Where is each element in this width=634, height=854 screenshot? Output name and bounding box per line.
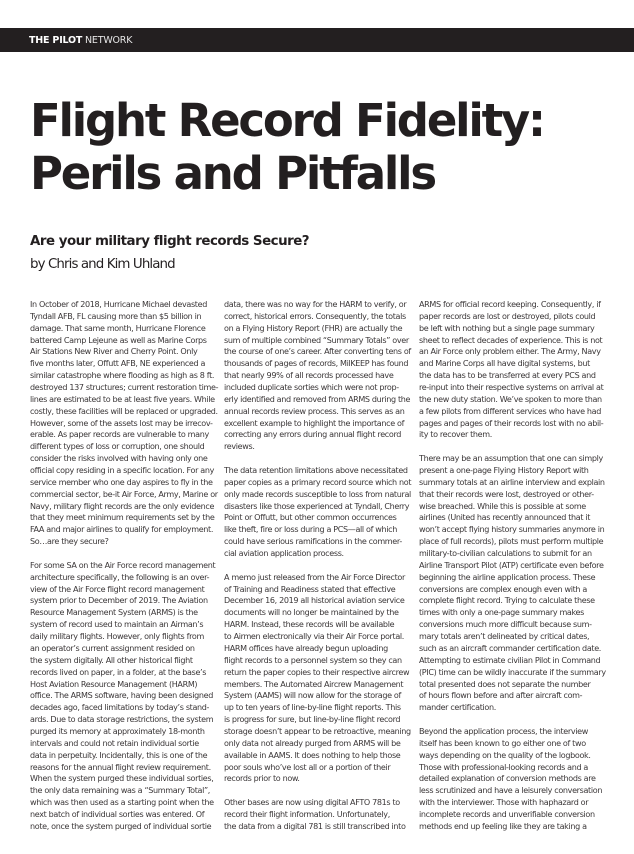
text-line: beginning the airline application process. These — [419, 572, 596, 582]
text-line: only made records susceptible to loss from natural — [224, 489, 411, 499]
text-line: data, there was no way for the HARM to verify, or — [224, 300, 407, 309]
paragraph-break — [224, 453, 414, 465]
text-line: members. The Automated Aircrew Management — [224, 679, 404, 689]
text-line: like theft, fire or loss during a PCS—all of which — [224, 525, 397, 535]
text-line: present a one-page Flying History Report with — [419, 466, 589, 476]
text-line: service member who one day aspires to fly in the — [30, 477, 213, 487]
text-line: ards. Due to data storage restrictions, the system — [30, 715, 214, 725]
text-line: summary totals at an airline interview and explain — [419, 477, 605, 487]
text-line: sheet to reflect decades of experience. This is not — [419, 335, 603, 345]
text-line: reasons for the annual flight review requirement. — [30, 762, 211, 772]
text-line: erly identified and removed from ARMS during the — [224, 394, 411, 404]
text-line: So…are they secure? — [30, 537, 109, 547]
text-line: a few pilots from different services who have had — [419, 406, 601, 416]
paragraph-break — [419, 441, 609, 453]
text-line: conversions are complex enough even with a — [419, 584, 587, 594]
text-line: included duplicate sorties which were not prop- — [224, 383, 399, 393]
text-line: mary totals aren’t delineated by critical dates, — [419, 632, 590, 642]
article-title-line-1: Flight Record Fidelity: — [30, 94, 544, 147]
text-line: an operator’s current assignment resided on — [30, 643, 195, 653]
publication-name-bold: THE PILOT — [29, 35, 83, 46]
text-line: up to ten years of line-by-line flight reports. This — [224, 703, 401, 713]
text-line: erable. As paper records are vulnerable to many — [30, 430, 209, 440]
text-line: disasters like those experienced at Tyndall, Cherry — [224, 501, 410, 511]
text-line: commercial sector, be-it Air Force, Army, Marine or — [30, 489, 218, 499]
text-line: However, some of the assets lost may be irrecov- — [30, 418, 213, 428]
text-line: battered Camp Lejeune as well as Marine Corps — [30, 335, 207, 345]
text-line: FAA and major airlines to qualify for employment. — [30, 525, 214, 535]
text-line: place of full records), pilots must perform multiple — [419, 537, 604, 547]
article-column-1 — [30, 299, 218, 833]
text-line: five months later, Offutt AFB, NE experienced a — [30, 359, 206, 369]
publication-header-bar — [0, 28, 634, 52]
text-line: sum of multiple combined “Summary Totals” over — [224, 335, 409, 345]
text-line: records prior to now. — [224, 774, 300, 784]
text-line: Airline Transport Pilot (ATP) certificate even before — [419, 560, 604, 570]
article-column-2 — [224, 299, 414, 833]
text-line: which was then used as a starting point when the — [30, 798, 214, 808]
text-line: airlines (United has recently announced that it — [419, 513, 591, 523]
text-line: excellent example to highlight the importance of — [224, 418, 405, 428]
text-line: Other bases are now using digital AFTO 781s to — [224, 798, 400, 808]
article-subtitle: Are your military flight records Secure? — [30, 234, 310, 249]
text-line: (PIC) time can be wildly inaccurate if the summary — [419, 667, 606, 677]
text-line: purged its memory at approximately 18-month — [30, 726, 205, 736]
text-line: paper copies as a primary record source which not — [224, 477, 412, 487]
text-line: poor souls who’ve lost all or a portion of their — [224, 762, 391, 772]
text-line: could have serious ramifications in the commer- — [224, 537, 402, 547]
text-line: Attempting to estimate civilian Pilot in Command — [419, 655, 601, 665]
text-line: HARM. Instead, these records will be available — [224, 620, 395, 630]
text-line: documents will no longer be maintained by the — [224, 608, 399, 618]
text-line: paper records are lost or destroyed, pilots could — [419, 311, 596, 321]
text-line: correct, historical errors. Consequently, the totals — [224, 311, 406, 321]
text-line: be left with nothing but a single page summary — [419, 323, 595, 333]
text-line: the data has to be transferred at every PCS and — [419, 371, 596, 381]
text-line: lines are estimated to be at least five years. While — [30, 394, 215, 404]
text-line: detailed explanation of conversion methods are — [419, 774, 596, 784]
article-title-line-2: Perils and Pitfalls — [30, 147, 435, 200]
text-line: daily military flights. However, only flights from — [30, 632, 204, 642]
text-line: December 16, 2019 all historical aviation service — [224, 596, 405, 606]
text-line: ARMS for official record keeping. Consequently, if — [419, 300, 601, 309]
article-column-3 — [419, 299, 609, 833]
text-line: flight records to a personnel system so they can — [224, 655, 402, 665]
text-line: correcting any errors during annual flight record — [224, 430, 402, 440]
text-line: Beyond the application process, the interview — [419, 726, 588, 736]
text-line: reviews. — [224, 442, 255, 452]
text-line: cial aviation application process. — [224, 549, 344, 559]
text-line: of Training and Readiness stated that effective — [224, 584, 396, 594]
text-line: military-to-civilian calculations to submit for an — [419, 549, 592, 559]
text-line: the new duty station. We’ve spoken to more than — [419, 394, 602, 404]
text-line: itself has been known to go either one of two — [419, 738, 586, 748]
text-line: on a Flying History Report (FHR) are actually the — [224, 323, 403, 333]
text-line: Air Stations New River and Cherry Point. Only — [30, 347, 198, 357]
text-line: HARM offices have already begun uploading — [224, 643, 388, 653]
text-line: note, once the system purged of individual sortie — [30, 821, 212, 831]
text-line: intervals and could not retain individual sortie — [30, 738, 199, 748]
text-line: decades ago, faced limitations by today’s stand- — [30, 703, 210, 713]
publication-name-light: NETWORK — [82, 35, 133, 46]
text-line: conversions much more difficult because sum- — [419, 620, 592, 630]
text-line: ity to recover them. — [419, 430, 492, 440]
text-line: thousands of pages of records, MilKEEP has found — [224, 359, 409, 369]
text-line: won’t accept flying history summaries anymore in — [419, 525, 605, 535]
text-line: Point or Offutt, but other common occurrences — [224, 513, 397, 523]
text-line: storage doesn’t appear to be retroactive, meaning — [224, 726, 411, 736]
text-line: complete flight record. Trying to calculate these — [419, 596, 595, 606]
paragraph-break — [419, 714, 609, 726]
text-line: The data retention limitations above necessitated — [224, 466, 408, 476]
text-line: less scrutinized and have a leisurely conversation — [419, 786, 603, 796]
text-line: office. The ARMS software, having been designed — [30, 691, 213, 701]
text-line: record their flight information. Unfortunately, — [224, 809, 390, 819]
text-line: When the system purged these individual sorties, — [30, 774, 214, 784]
text-line: methods end up feeling like they are taking a — [419, 821, 587, 831]
text-line: damage. That same month, Hurricane Florence — [30, 323, 206, 333]
text-line: that their records were lost, destroyed or other- — [419, 489, 594, 499]
text-line: only data not already purged from ARMS will be — [224, 738, 401, 748]
text-line: to Airmen electronically via their Air Force portal. — [224, 632, 404, 642]
text-line: In October of 2018, Hurricane Michael devasted — [30, 300, 207, 309]
text-line: Host Aviation Resource Management (HARM) — [30, 679, 198, 689]
text-line: available in AAMS. It does nothing to help those — [224, 750, 401, 760]
text-line: that they meet minimum requirements set by the — [30, 513, 215, 523]
text-line: the data from a digital 781 is still transcribed into — [224, 821, 406, 831]
text-line: For some SA on the Air Force record management — [30, 560, 216, 570]
text-line: such as an aircraft commander certification date. — [419, 643, 602, 653]
text-line: of hours flown before and after aircraft com- — [419, 691, 583, 701]
text-line: times with only a one-page summary makes — [419, 608, 584, 618]
text-line: the system digitally. All other historical flight — [30, 655, 193, 665]
paragraph-break — [30, 548, 218, 560]
text-line: data in perpetuity. Incidentally, this is one of the — [30, 750, 208, 760]
text-line: is progress for sure, but line-by-line flight record — [224, 715, 401, 725]
text-line: view of the Air Force flight record management — [30, 584, 205, 594]
text-line: A memo just released from the Air Force Director — [224, 572, 405, 582]
text-line: architecture specifically, the following is an over- — [30, 572, 210, 582]
text-line: different types of loss or corruption, one should — [30, 442, 205, 452]
text-line: re-input into their respective systems on arrival at — [419, 383, 604, 393]
text-line: consider the risks involved with having only one — [30, 454, 208, 464]
paragraph-break — [224, 785, 414, 797]
text-line: official copy residing in a specific location. For any — [30, 466, 215, 476]
text-line: an Air Force only problem either. The Army, Navy — [419, 347, 601, 357]
text-line: the course of one’s career. After converting tens of — [224, 347, 411, 357]
text-line: ways depending on the quality of the logbook. — [419, 750, 591, 760]
text-line: next batch of individual sorties was entered. Of — [30, 809, 205, 819]
text-line: records lived on paper, in a folder, at the base’s — [30, 667, 207, 677]
text-line: with the interviewer. Those with haphazard or — [419, 798, 589, 808]
text-line: that nearly 99% of all records processed have — [224, 371, 394, 381]
text-line: destroyed 137 structures; current restoration time- — [30, 383, 219, 393]
text-line: costly, these facilities will be replaced or upgraded. — [30, 406, 218, 416]
text-line: Resource Management System (ARMS) is the — [30, 608, 198, 618]
text-line: system prior to December of 2019. The Aviation — [30, 596, 208, 606]
text-line: return the paper copies to their respective aircrew — [224, 667, 410, 677]
text-line: annual records review process. This serves as an — [224, 406, 405, 416]
text-line: System (AAMS) will now allow for the storage of — [224, 691, 401, 701]
text-line: system of record used to maintain an Airman’s — [30, 620, 204, 630]
paragraph-break — [224, 560, 414, 572]
text-line: Those with professional-looking records and a — [419, 762, 589, 772]
text-line: the only data remaining was a “Summary Total”, — [30, 786, 210, 796]
article-byline: by Chris and Kim Uhland — [30, 257, 175, 272]
article-title — [30, 94, 544, 200]
text-line: Navy, military flight records are the only evidence — [30, 501, 215, 511]
text-line: incomplete records and unverifiable conversion — [419, 809, 595, 819]
publication-name — [29, 35, 132, 46]
text-line: wise breached. While this is possible at some — [419, 501, 586, 511]
text-line: There may be an assumption that one can simply — [419, 454, 603, 464]
text-line: total presented does not separate the number — [419, 679, 591, 689]
text-line: pages and pages of their records lost with no abil- — [419, 418, 604, 428]
text-line: mander certification. — [419, 703, 496, 713]
text-line: similar catastrophe where flooding as high as 8 ft. — [30, 371, 215, 381]
text-line: and Marine Corps all have digital systems, but — [419, 359, 590, 369]
text-line: Tyndall AFB, FL causing more than $5 billion in — [30, 311, 202, 321]
